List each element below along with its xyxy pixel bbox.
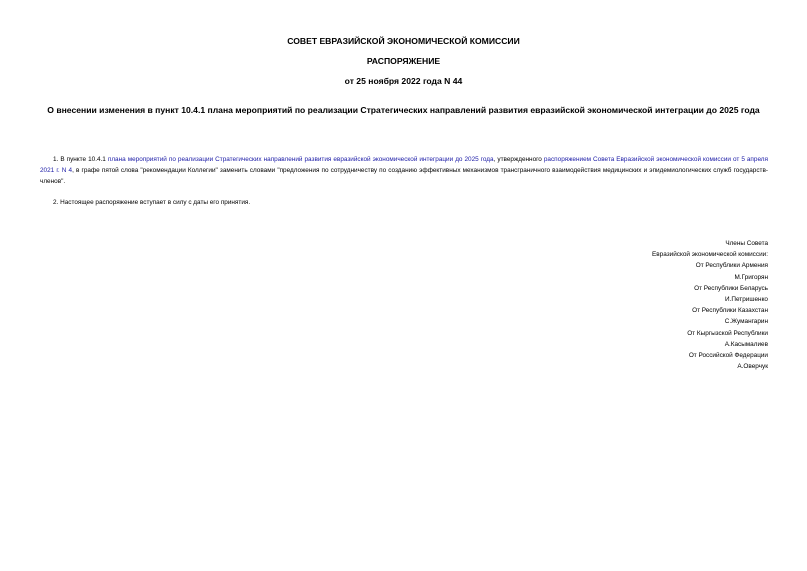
paragraph-1-prefix: 1. В пункте 10.4.1 <box>53 156 108 163</box>
document-date-number: от 25 ноября 2022 года N 44 <box>344 76 463 86</box>
signature-title-line-2: Евразийской экономической комиссии: <box>652 251 768 259</box>
member-country: От Кыргызской Республики <box>687 329 768 337</box>
member-country: От Российской Федерации <box>688 352 768 360</box>
plan-link[interactable]: плана мероприятий по реализации Стратегических направлений развития евразийской экономической интеграции до 2025 года <box>107 156 494 163</box>
signature-title-line-1: Члены Совета <box>725 240 768 247</box>
member-name: А.Касымалиев <box>724 340 768 348</box>
paragraph-1-suffix: , в графе пятой слова "рекомендации Коллегии" заменить словами "предложения по сотрудничеству по созданию эффективных механизмов трансграничного взаимодействия медицинских и эпидемиологических служб государств-членов". <box>40 167 768 185</box>
decree-link[interactable]: распоряжением Совета Евразийской экономической комиссии от 5 апреля 2021 г. N 4 <box>40 156 768 174</box>
paragraph-1 <box>40 154 768 187</box>
member-country: От Республики Армения <box>695 262 768 270</box>
member-name: И.Петришенко <box>725 296 768 304</box>
member-name: С.Жумангарин <box>724 318 768 326</box>
member-country: От Республики Беларусь <box>694 284 768 292</box>
signature-block <box>652 238 768 372</box>
document-subject: О внесении изменения в пункт 10.4.1 плана мероприятий по реализации Стратегических направлений развития евразийской экономической интеграции до 2025 года <box>47 105 760 115</box>
document-type: РАСПОРЯЖЕНИЕ <box>366 56 441 66</box>
organization-title: СОВЕТ ЕВРАЗИЙСКОЙ ЭКОНОМИЧЕСКОЙ КОМИССИИ <box>287 36 520 46</box>
paragraph-1-middle: , утвержденного <box>493 156 544 163</box>
member-name: А.Оверчук <box>737 363 768 371</box>
paragraph-2: 2. Настоящее распоряжение вступает в силу с даты его принятия. <box>53 199 251 206</box>
member-country: От Республики Казахстан <box>692 307 768 315</box>
member-name: М.Григорян <box>734 273 768 281</box>
